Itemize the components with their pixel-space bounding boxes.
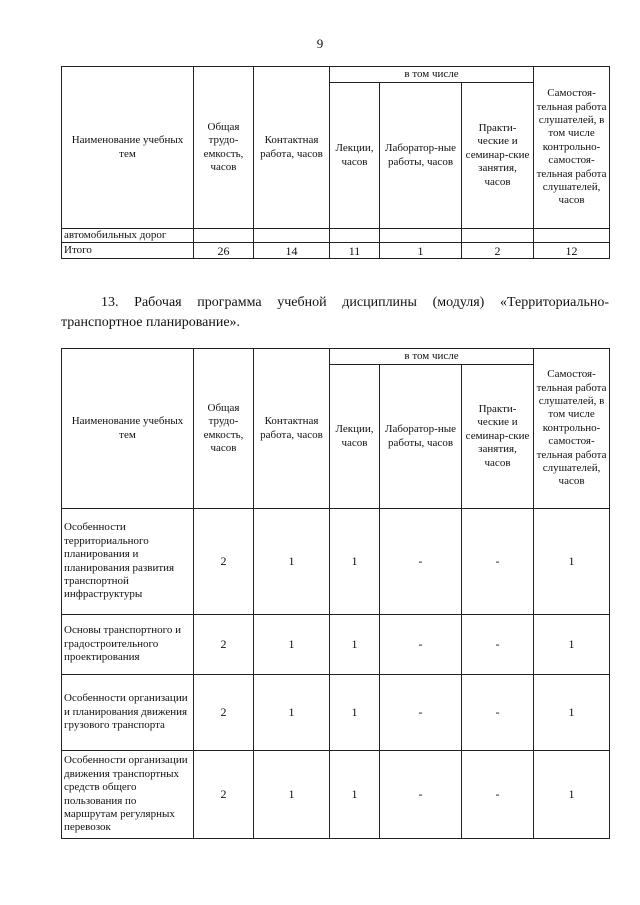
self-study-value: 1 (534, 509, 610, 615)
lectures-value: 1 (330, 751, 380, 839)
total-label: Итого (62, 243, 194, 259)
lectures-value: 11 (330, 243, 380, 259)
contact-hours-value: 14 (254, 243, 330, 259)
header-labs: Лаборатор-ные работы, часов (380, 83, 462, 229)
topic-name: Особенности организации движения транспортных средств общего пользования по маршрутам регулярных перевозок (62, 751, 194, 839)
section-heading-line-1: 13. Рабочая программа учебной дисциплины (модуля) «Территориально- (101, 295, 609, 310)
lectures-value: 1 (330, 675, 380, 751)
total-hours-value: 2 (194, 615, 254, 675)
total-row (62, 243, 610, 259)
table-row (62, 509, 610, 615)
header-lectures: Лекции, часов (330, 83, 380, 229)
practice-value: - (462, 615, 534, 675)
practice-value: - (462, 509, 534, 615)
practice-value: 2 (462, 243, 534, 259)
section-heading-line-2: транспортное планирование». (61, 314, 241, 330)
header-including: в том числе (330, 67, 534, 83)
self-study-value: 1 (534, 615, 610, 675)
header-total-hours: Общая трудо-емкость, часов (194, 349, 254, 509)
total-hours-value: 26 (194, 243, 254, 259)
header-practice: Практи-ческие и семинар-ские занятия, часов (462, 83, 534, 229)
section-heading (61, 293, 609, 333)
header-topic-name: Наименование учебных тем (62, 349, 194, 509)
table-row (62, 615, 610, 675)
total-hours-value: 2 (194, 751, 254, 839)
total-hours-value: 2 (194, 509, 254, 615)
lectures-value: 1 (330, 509, 380, 615)
header-contact-hours: Контактная работа, часов (254, 67, 330, 229)
header-topic-name: Наименование учебных тем (62, 67, 194, 229)
contact-hours-value: 1 (254, 615, 330, 675)
contact-hours-value: 1 (254, 509, 330, 615)
self-study-value: 1 (534, 751, 610, 839)
header-total-hours: Общая трудо-емкость, часов (194, 67, 254, 229)
topic-name: автомобильных дорог (62, 229, 194, 243)
header-self-study: Самостоя-тельная работа слушателей, в том числе контрольно-самостоя-тельная работа слушателей, часов (534, 349, 610, 509)
header-practice: Практи-ческие и семинар-ские занятия, часов (462, 365, 534, 509)
table-row (62, 751, 610, 839)
curriculum-table (61, 348, 610, 839)
topic-name: Основы транспортного и градостроительного проектирования (62, 615, 194, 675)
header-contact-hours: Контактная работа, часов (254, 349, 330, 509)
page-number: 9 (316, 36, 324, 51)
practice-value: - (462, 675, 534, 751)
header-including: в том числе (330, 349, 534, 365)
self-study-value: 1 (534, 675, 610, 751)
header-self-study: Самостоя-тельная работа слушателей, в том числе контрольно-самостоя-тельная работа слушателей, часов (534, 67, 610, 229)
topic-name: Особенности территориального планирования и планирования развития транспортной инфраструктуры (62, 509, 194, 615)
practice-value: - (462, 751, 534, 839)
contact-hours-value: 1 (254, 751, 330, 839)
labs-value: - (380, 509, 462, 615)
lectures-value: 1 (330, 615, 380, 675)
labs-value: - (380, 675, 462, 751)
table-row (62, 675, 610, 751)
labs-value: 1 (380, 243, 462, 259)
self-study-value: 12 (534, 243, 610, 259)
labs-value: - (380, 751, 462, 839)
total-hours-value: 2 (194, 675, 254, 751)
contact-hours-value: 1 (254, 675, 330, 751)
curriculum-table-continued (61, 66, 610, 259)
table-row (62, 229, 610, 243)
header-lectures: Лекции, часов (330, 365, 380, 509)
labs-value: - (380, 615, 462, 675)
topic-name: Особенности организации и планирования движения грузового транспорта (62, 675, 194, 751)
header-labs: Лаборатор-ные работы, часов (380, 365, 462, 509)
